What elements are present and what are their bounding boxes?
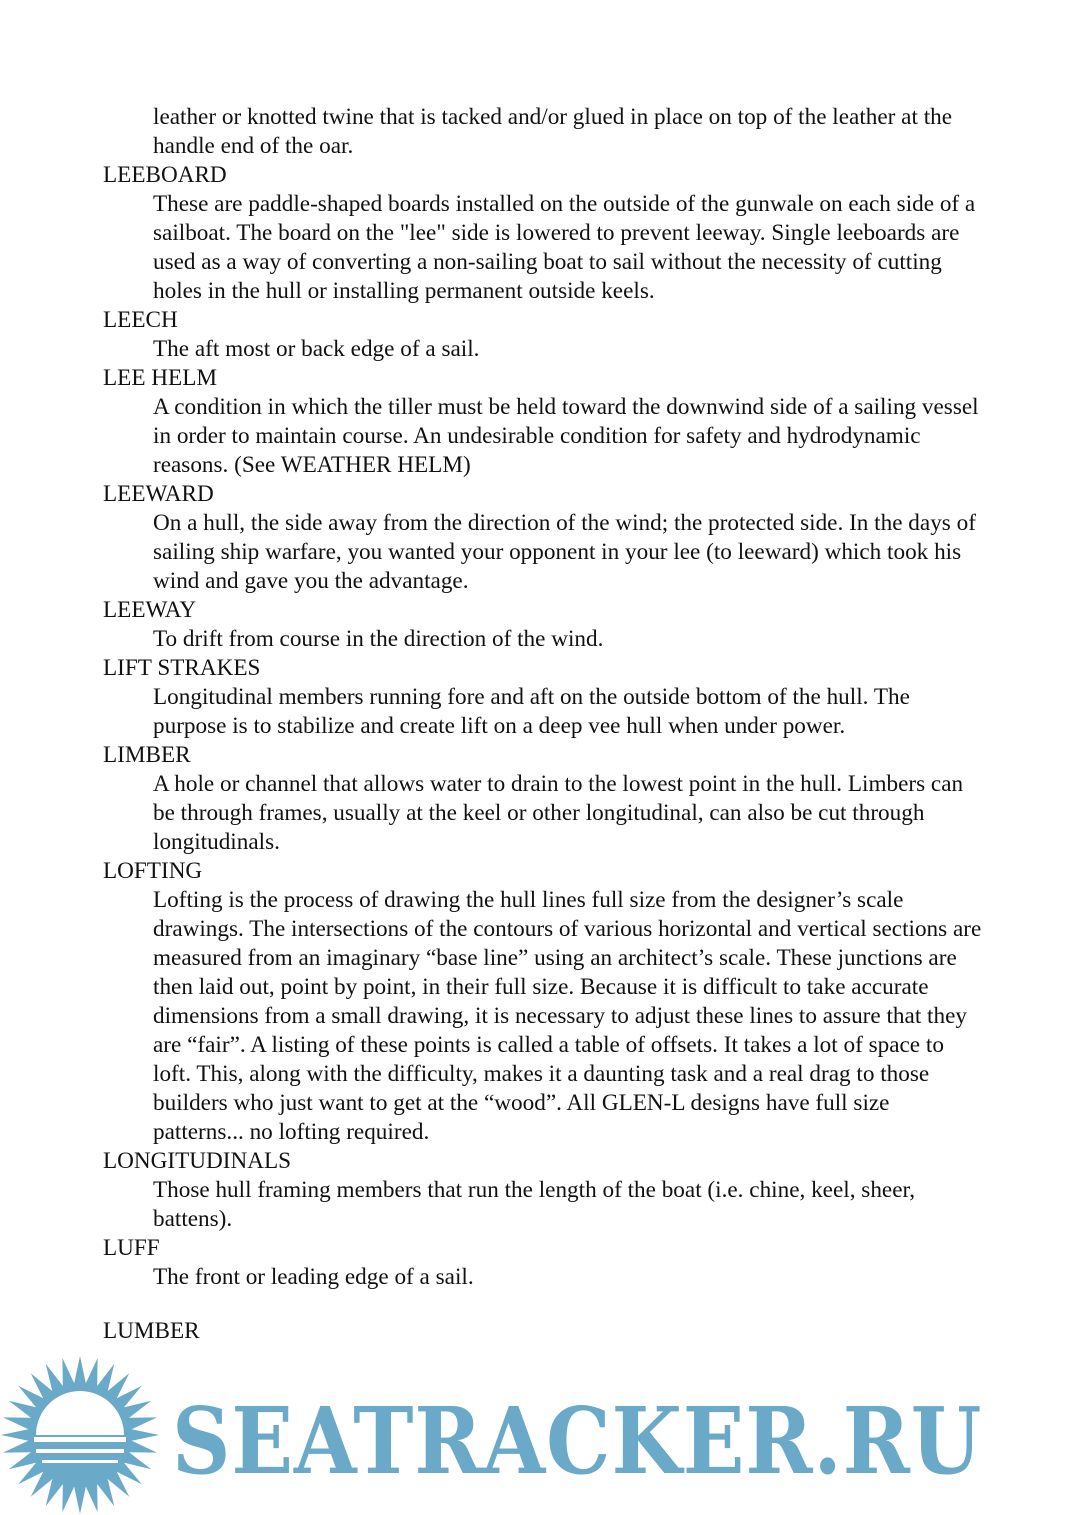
entry-definition: A condition in which the tiller must be held toward the downwind side of a sailing vessel in order to maintain course. An undesirable condition for safety and hydrodynamic reasons. (See WEATHER HELM) (153, 394, 979, 478)
glossary-entry-leech (103, 306, 983, 364)
entry-term: LONGITUDINALS (103, 1148, 292, 1174)
glossary (103, 103, 983, 1346)
entry-term: LIFT STRAKES (103, 655, 261, 681)
entry-term: LUFF (103, 1235, 160, 1261)
sun-icon (0, 1355, 160, 1515)
continued-definition: leather or knotted twine that is tacked and/or glued in place on top of the leather at the handle end of the oar. (153, 104, 953, 159)
entry-definition: Longitudinal members running fore and aft on the outside bottom of the hull. The purpose is to stabilize and create lift on a deep vee hull when under power. (153, 684, 910, 739)
entry-definition: These are paddle-shaped boards installed on the outside of the gunwale on each side of a sailboat. The board on the "lee" side is lowered to prevent leeway. Single leeboards are used as a way of converting a non-sailing boat to sail without the necessity of cutting holes in the hull or installing permanent outside keels. (153, 191, 976, 304)
entry-term: LOFTING (103, 858, 203, 884)
entry-term: LEEWARD (103, 481, 214, 507)
watermark-text: SEATRACKER.RU (172, 1387, 983, 1495)
watermark (0, 1355, 1080, 1515)
entry-definition: Those hull framing members that run the length of the boat (i.e. chine, keel, sheer, battens). (153, 1177, 916, 1232)
paragraph-gap (103, 1292, 983, 1317)
glossary-entry-leeboard (103, 161, 983, 306)
entry-definition: The front or leading edge of a sail. (153, 1264, 474, 1290)
glossary-entry-leeway (103, 596, 983, 654)
entry-term: LUMBER (103, 1318, 200, 1344)
glossary-entry-luff (103, 1234, 983, 1292)
glossary-entry-lift-strakes (103, 654, 983, 741)
glossary-entry-lofting (103, 857, 983, 1147)
entry-definition: Lofting is the process of drawing the hull lines full size from the designer’s scale drawings. The intersections of the contours of various horizontal and vertical sections are measured from an imaginary “base line” using an architect’s scale. These junctions are then laid out, point by point, in their full size. Because it is difficult to take accurate dimensions from a small drawing, it is necessary to adjust these lines to assure that they are “fair”. A listing of these points is called a table of offsets. It takes a lot of space to loft. This, along with the difficulty, makes it a daunting task and a real drag to those builders who just want to get at the “wood”. All GLEN-L designs have full size patterns... no lofting required. (153, 887, 982, 1145)
glossary-entry-lee-helm (103, 364, 983, 480)
glossary-entry-leeward (103, 480, 983, 596)
glossary-entry-limber (103, 741, 983, 857)
entry-term: LEE HELM (103, 365, 217, 391)
glossary-entry-lumber (103, 1317, 983, 1346)
entry-term: LEEWAY (103, 597, 197, 623)
entry-term: LEEBOARD (103, 162, 227, 188)
entry-definition: A hole or channel that allows water to drain to the lowest point in the hull. Limbers can be through frames, usually at the keel or other longitudinal, can also be cut through longitudinals. (153, 771, 964, 855)
entry-definition: On a hull, the side away from the direction of the wind; the protected side. In the days of sailing ship warfare, you wanted your opponent in your lee (to leeward) which took his wind and gave you the advantage. (153, 510, 976, 594)
entry-definition: The aft most or back edge of a sail. (153, 336, 480, 362)
entry-term: LEECH (103, 307, 178, 333)
entry-definition: To drift from course in the direction of the wind. (153, 626, 604, 652)
entry-term: LIMBER (103, 742, 191, 768)
glossary-entry-longitudinals (103, 1147, 983, 1234)
